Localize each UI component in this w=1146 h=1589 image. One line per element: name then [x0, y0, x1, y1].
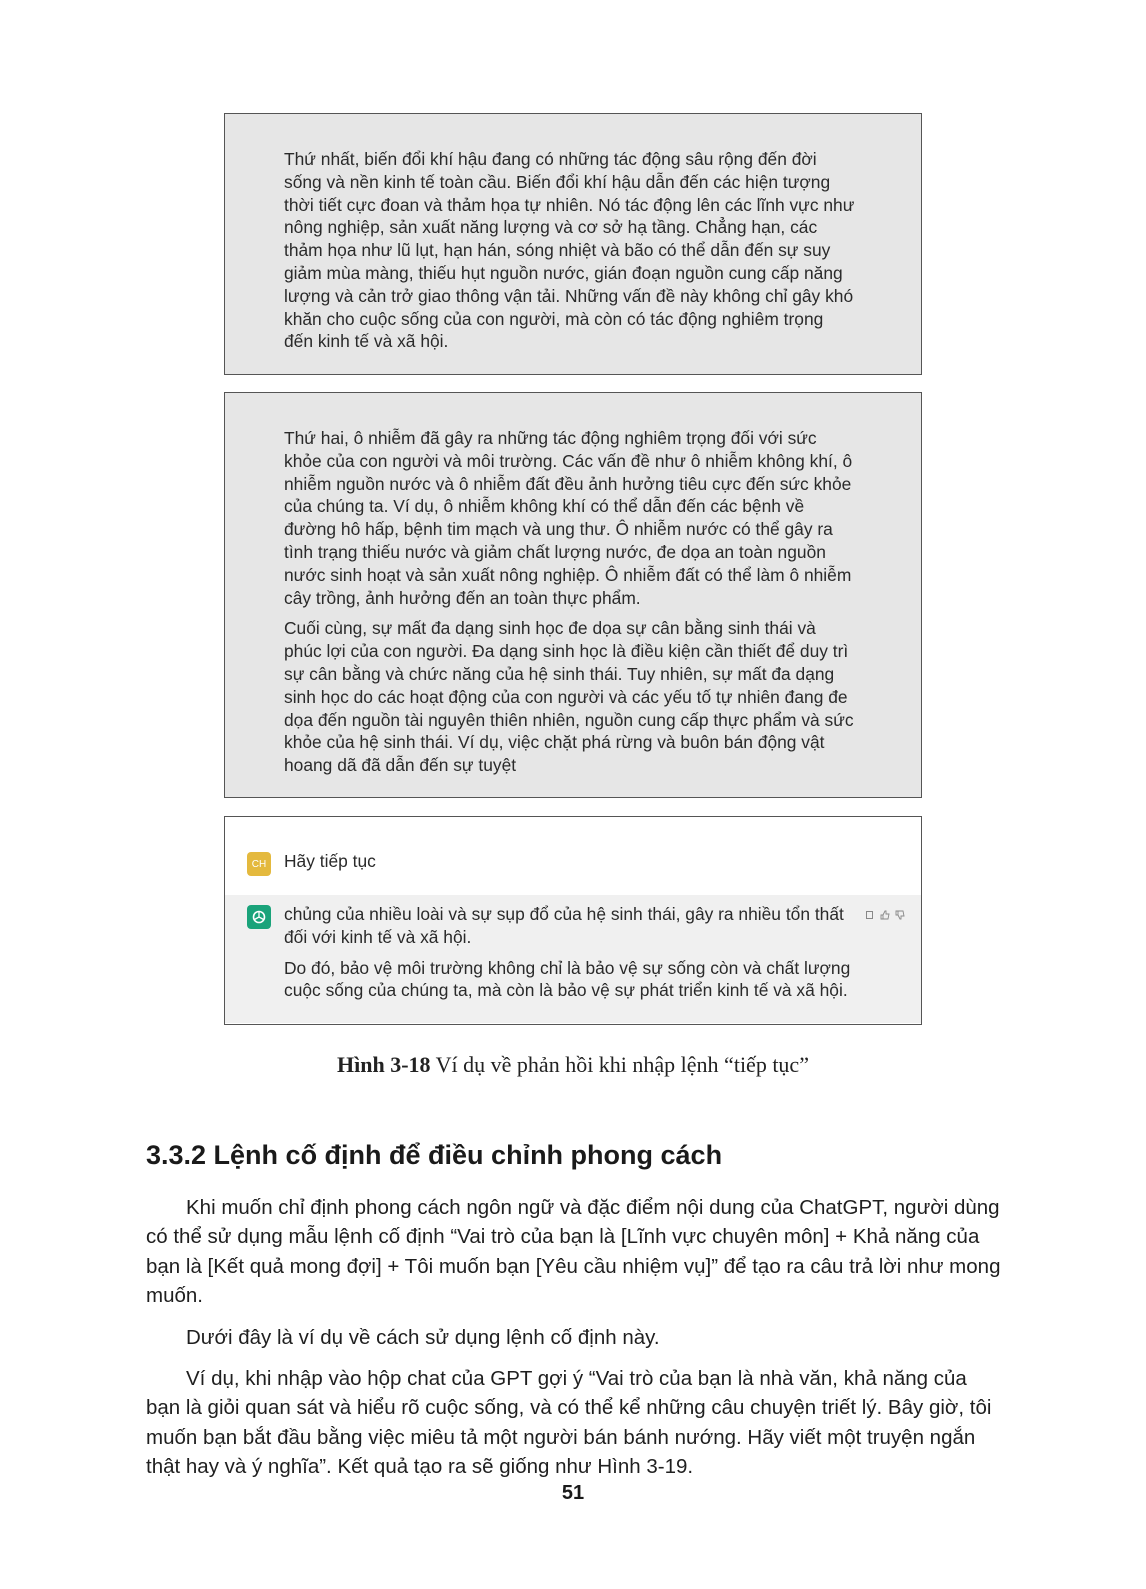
thumbs-up-icon[interactable] — [880, 907, 890, 917]
body-paragraph: Ví dụ, khi nhập vào hộp chat của GPT gợi ý “Vai trò của bạn là nhà văn, khả năng của bạn là giỏi quan sát và hiểu rõ cuộc sống, và có thể kể những câu chuyện triết lý. Bây giờ, tôi muốn bạn bắt đầu bằng việc miêu tả một người bán bánh nướng. Hãy viết một truyện ngắn thật hay và ý nghĩa”. Kết quả tạo ra sẽ giống như Hình 3-19. — [146, 1367, 992, 1479]
user-message: Hãy tiếp tục — [284, 851, 376, 871]
user-avatar: CH — [247, 852, 271, 876]
response-box-1 — [224, 113, 922, 375]
response-paragraph: Cuối cùng, sự mất đa dạng sinh học đe dọa sự cân bằng sinh thái và phúc lợi của con người. Đa dạng sinh học là điều kiện cần thiết để duy trì sự cân bằng và chức năng của hệ sinh thái. Tuy nhiên, sự mất đa dạng sinh học do các hoạt động của con người và các yếu tố tự nhiên đang đe dọa đến nguồn tài nguyên thiên nhiên, nguồn cung cấp thực phẩm và sức khỏe của hệ sinh thái. Ví dụ, việc chặt phá rừng và buôn bán động vật hoang dã đã dẫn đến sự tuyệt — [284, 618, 854, 776]
thumbs-down-icon[interactable] — [895, 907, 905, 917]
body-paragraph: Khi muốn chỉ định phong cách ngôn ngữ và đặc điểm nội dung của ChatGPT, người dùng có thể sử dụng mẫu lệnh cố định “Vai trò của bạn là [Lĩnh vực chuyên môn] + Khả năng của bạn là [Kết quả mong đợi] + Tôi muốn bạn [Yêu cầu nhiệm vụ]” để tạo ra câu trả lời như mong muốn. — [146, 1196, 1001, 1308]
figure-label: Hình 3-18 — [337, 1052, 431, 1077]
section-body — [146, 1193, 1006, 1494]
section-heading: 3.3.2 Lệnh cố định để điều chỉnh phong cách — [146, 1140, 723, 1170]
message-actions — [865, 907, 905, 917]
response-paragraph: Thứ hai, ô nhiễm đã gây ra những tác động nghiêm trọng đối với sức khỏe của con người và môi trường. Các vấn đề như ô nhiễm không khí, ô nhiễm nguồn nước và ô nhiễm đất đều ảnh hưởng tiêu cực đến sức khỏe của chúng ta. Ví dụ, ô nhiễm không khí có thể dẫn đến các bệnh về đường hô hấp, bệnh tim mạch và ung thư. Ô nhiễm nước có thể gây ra tình trạng thiếu nước và giảm chất lượng nước, đe dọa an toàn nguồn nước sinh hoạt và sản xuất nông nghiệp. Ô nhiễm đất có thể làm ô nhiễm cây trồng, ảnh hưởng đến an toàn thực phẩm. — [284, 428, 853, 608]
assistant-paragraph: Do đó, bảo vệ môi trường không chỉ là bảo vệ sự sống còn và chất lượng cuộc sống của chúng ta, mà còn là bảo vệ sự phát triển kinh tế và xã hội. — [284, 957, 851, 1001]
body-paragraph: Dưới đây là ví dụ về cách sử dụng lệnh cố định này. — [186, 1325, 660, 1349]
figure-caption-text: Ví dụ về phản hồi khi nhập lệnh “tiếp tục” — [430, 1052, 809, 1077]
assistant-paragraph: chủng của nhiều loài và sự sụp đổ của hệ sinh thái, gây ra nhiều tổn thất đối với kinh tế và xã hội. — [284, 904, 844, 947]
user-message-row — [225, 845, 921, 885]
assistant-message-row — [225, 895, 921, 1023]
copy-icon[interactable] — [865, 907, 875, 917]
response-paragraph: Thứ nhất, biến đổi khí hậu đang có những tác động sâu rộng đến đời sống và nền kinh tế toàn cầu. Biến đổi khí hậu dẫn đến các hiện tượng thời tiết cực đoan và thảm họa tự nhiên. Nó tác động lên các lĩnh vực như nông nghiệp, sản xuất năng lượng và cơ sở hạ tầng. Chẳng hạn, các thảm họa như lũ lụt, hạn hán, sóng nhiệt và bão có thể dẫn đến sự suy giảm mùa màng, thiếu hụt nguồn nước, gián đoạn nguồn cung cấp năng lượng và cản trở giao thông vận tải. Những vấn đề này không chỉ gây khó khăn cho cuộc sống của con người, mà còn có tác động nghiêm trọng đến kinh tế và xã hội. — [284, 149, 855, 352]
page-number: 51 — [561, 1482, 585, 1504]
chatgpt-logo-icon — [247, 905, 271, 929]
chat-screenshot — [224, 816, 922, 1025]
figure-caption — [0, 1052, 1146, 1078]
assistant-message — [284, 903, 858, 1010]
response-box-2 — [224, 392, 922, 798]
